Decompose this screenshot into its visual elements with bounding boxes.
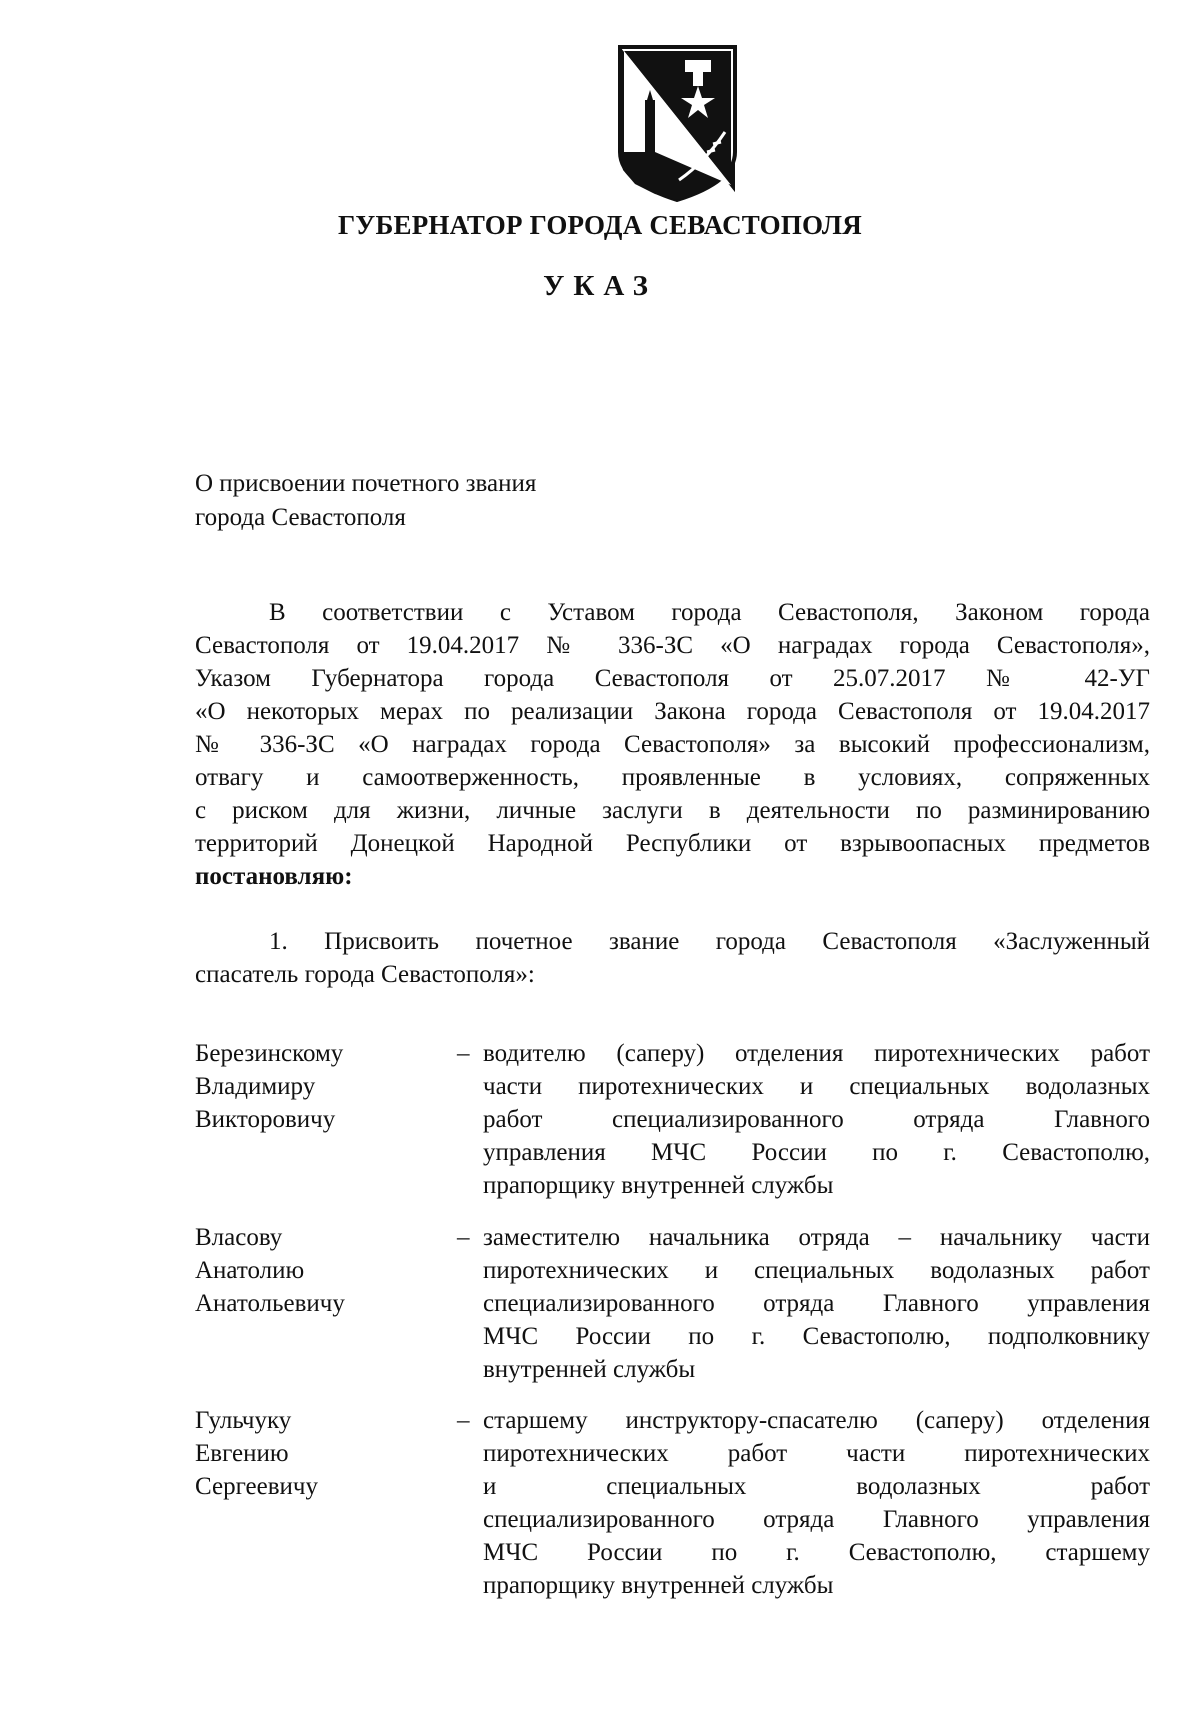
- awardee-name: [195, 1037, 445, 1136]
- point-1-line: 1. Присвоить почетное звание города Севастополя «Заслуженный: [269, 928, 1150, 955]
- description-line: части пиротехнических и специальных водолазных: [483, 1073, 1150, 1100]
- document-subject: [195, 467, 536, 535]
- point-1-line: спасатель города Севастополя»:: [195, 961, 535, 988]
- awardee-dash: –: [457, 1040, 470, 1067]
- preamble-line: Севастополя от 19.04.2017 № 336-ЗС «О наградах города Севастополя»,: [195, 632, 1150, 659]
- description-line: старшему инструктору-спасателю (саперу) отделения: [483, 1407, 1150, 1434]
- subject-line: города Севастополя: [195, 504, 406, 531]
- awardee-surname: Березинскому: [195, 1040, 344, 1067]
- preamble-line: отвагу и самоотверженность, проявленные в условиях, сопряженных: [195, 764, 1150, 791]
- awardee-surname: Власову: [195, 1224, 283, 1251]
- description-line: МЧС России по г. Севастополю, подполковнику: [483, 1323, 1150, 1350]
- document-type-title: УКАЗ: [543, 270, 657, 302]
- awardee-description: [483, 1221, 1150, 1386]
- description-line: МЧС России по г. Севастополю, старшему: [483, 1539, 1150, 1566]
- awardee-description: [483, 1037, 1150, 1202]
- subject-line: О присвоении почетного звания: [195, 470, 537, 497]
- description-line: внутренней службы: [483, 1356, 696, 1383]
- preamble-line: территорий Донецкой Народной Республики от взрывоопасных предметов: [195, 830, 1150, 857]
- description-line: специализированного отряда Главного управления: [483, 1506, 1150, 1533]
- awardee-patronymic: Сергеевичу: [195, 1473, 318, 1500]
- preamble-paragraph: [195, 596, 1150, 893]
- awardee-patronymic: Анатольевичу: [195, 1290, 345, 1317]
- sevastopol-coat-of-arms-icon: [615, 42, 740, 202]
- description-line: пиротехнических работ части пиротехнических: [483, 1440, 1150, 1467]
- preamble-line: № 336-ЗС «О наградах города Севастополя» за высокий профессионализм,: [195, 731, 1150, 758]
- description-line: специализированного отряда Главного управления: [483, 1290, 1150, 1317]
- preamble-line: В соответствии с Уставом города Севастополя, Законом города: [269, 599, 1150, 626]
- awardee-dash: –: [457, 1224, 470, 1251]
- awardee-name: [195, 1404, 445, 1503]
- preamble-line: Указом Губернатора города Севастополя от 25.07.2017 № 42-УГ: [195, 665, 1150, 692]
- point-1-paragraph: [195, 925, 1150, 991]
- awardee-first-name: Владимиру: [195, 1073, 316, 1100]
- preamble-line: с риском для жизни, личные заслуги в деятельности по разминированию: [195, 797, 1150, 824]
- issuing-authority: ГУБЕРНАТОР ГОРОДА СЕВАСТОПОЛЯ: [338, 210, 862, 240]
- awardee-description: [483, 1404, 1150, 1602]
- description-line: прапорщику внутренней службы: [483, 1172, 834, 1199]
- description-line: заместителю начальника отряда – начальнику части: [483, 1224, 1150, 1251]
- decree-word-text: постановляю:: [195, 863, 353, 890]
- description-line: водителю (саперу) отделения пиротехнических работ: [483, 1040, 1150, 1067]
- awardee-first-name: Евгению: [195, 1440, 289, 1467]
- description-line: работ специализированного отряда Главного: [483, 1106, 1150, 1133]
- awardee-patronymic: Викторовичу: [195, 1106, 336, 1133]
- description-line: и специальных водолазных работ: [483, 1473, 1150, 1500]
- decree-word: [195, 860, 1150, 893]
- description-line: прапорщику внутренней службы: [483, 1572, 834, 1599]
- preamble-line: «О некоторых мерах по реализации Закона города Севастополя от 19.04.2017: [195, 698, 1150, 725]
- description-line: пиротехнических и специальных водолазных работ: [483, 1257, 1150, 1284]
- awardee-surname: Гульчуку: [195, 1407, 292, 1434]
- awardee-name: [195, 1221, 445, 1320]
- awardee-first-name: Анатолию: [195, 1257, 305, 1284]
- awardee-dash: –: [457, 1407, 470, 1434]
- description-line: управления МЧС России по г. Севастополю,: [483, 1139, 1150, 1166]
